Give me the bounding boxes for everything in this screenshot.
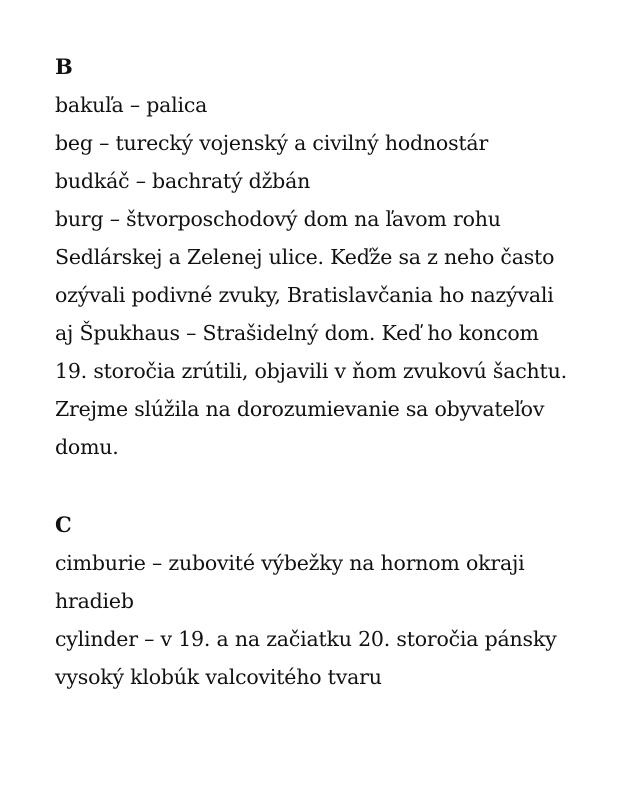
section-letter: B (55, 54, 73, 79)
section-b (55, 48, 615, 466)
glossary-entry-beg: beg – turecký vojenský a civilný hodnostár (55, 131, 489, 155)
section-letter: C (55, 512, 72, 537)
glossary-page (55, 48, 615, 696)
glossary-entry-cimburie: cimburie – zubovité výbežky na hornom okraji hradieb (55, 551, 525, 613)
section-c (55, 506, 615, 696)
glossary-entry-bakula: bakuľa – palica (55, 93, 208, 117)
glossary-entry-burg: burg – štvorposchodový dom na ľavom rohu Sedlárskej a Zelenej ulice. Keďže sa z neho často ozývali podivné zvuky, Bratislavčania ho nazývali aj Špukhaus – Strašidelný dom. Keď ho koncom 19. storočia zrútili, objavili v ňom zvukovú šachtu. Zrejme slúžila na dorozumievanie sa obyvateľov domu. (55, 207, 567, 459)
glossary-entry-cylinder: cylinder – v 19. a na začiatku 20. storočia pánsky vysoký klobúk valcovitého tvaru (55, 627, 557, 689)
glossary-entry-budkac: budkáč – bachratý džbán (55, 169, 311, 193)
